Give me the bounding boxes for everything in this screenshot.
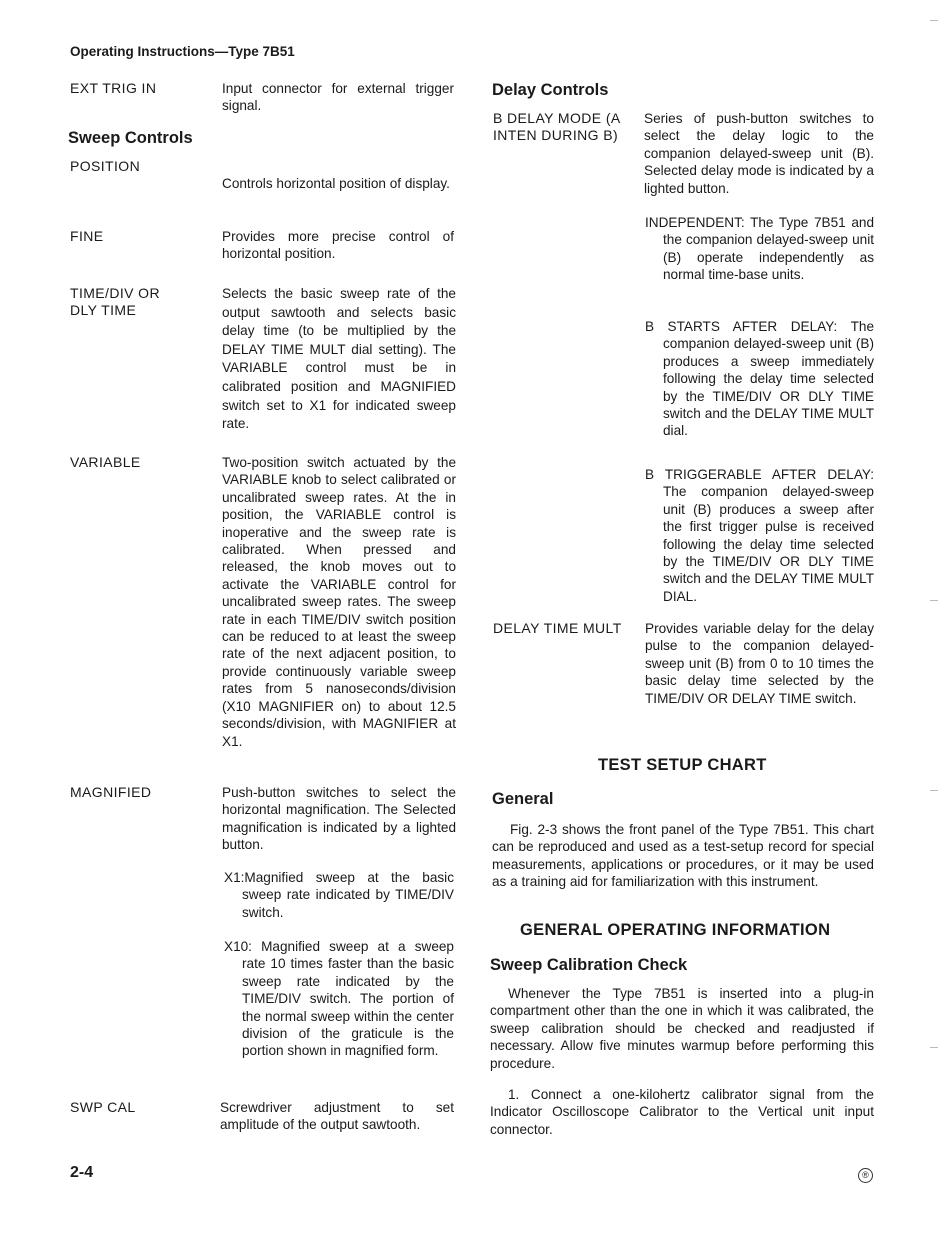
mode-b-triggerable-after-delay: B TRIGGERABLE AFTER DELAY: The companion delayed-sweep unit (B) produces a sweep after the first trigger pulse is received following the delay time selected by the TIME/DIV OR DLY TIME switch and the DELAY TIME MULT DIAL. bbox=[645, 467, 874, 604]
term-ext-trig-in: EXT TRIG IN bbox=[70, 80, 157, 96]
sweep-calibration-paragraph: Whenever the Type 7B51 is inserted into a plug-in compartment other than the one in which it was calibrated, the sweep calibration should be checked and readjusted if necessary. Allow five minutes warmup before performing this procedure. bbox=[490, 986, 874, 1071]
term-swp-cal: SWP CAL bbox=[70, 1099, 136, 1115]
mode-independent: INDEPENDENT: The Type 7B51 and the companion delayed-sweep unit (B) operate independently as normal time-base units. bbox=[645, 215, 874, 283]
term-time-div: TIME/DIV OR DLY TIME bbox=[70, 285, 160, 319]
desc-swp-cal: Screwdriver adjustment to set amplitude of the output sawtooth. bbox=[220, 1100, 454, 1133]
desc-time-div: Selects the basic sweep rate of the output sawtooth and selects basic delay time (to be multiplied by the DELAY TIME MULT dial setting). The VARIABLE control must be in calibrated position and MAGNIFIED switch set to X1 for indicated sweep rate. bbox=[222, 286, 456, 432]
desc-position: Controls horizontal position of display. bbox=[222, 176, 450, 191]
margin-tick bbox=[930, 1047, 938, 1048]
heading-delay-controls: Delay Controls bbox=[492, 81, 609, 99]
term-delay-time-mult: DELAY TIME MULT bbox=[493, 620, 622, 636]
margin-tick bbox=[930, 600, 938, 601]
mode-b-starts-after-delay: B STARTS AFTER DELAY: The companion delayed-sweep unit (B) produces a sweep immediately following the delay time selected by the TIME/DIV OR DLY TIME switch and the DELAY TIME MULT dial. bbox=[645, 319, 874, 439]
desc-fine: Provides more precise control of horizontal position. bbox=[222, 229, 454, 262]
running-header: Operating Instructions—Type 7B51 bbox=[70, 44, 295, 59]
heading-sweep-controls: Sweep Controls bbox=[68, 129, 193, 147]
margin-tick bbox=[930, 790, 938, 791]
desc-delay-time-mult: Provides variable delay for the delay pulse to the companion delayed-sweep unit (B) from 0 to 10 times the basic delay time selected by the TIME/DIV OR DELAY TIME switch. bbox=[645, 621, 874, 706]
term-b-delay-mode: B DELAY MODE (A INTEN DURING B) bbox=[493, 110, 620, 144]
term-magnified: MAGNIFIED bbox=[70, 784, 152, 800]
magnified-x10-item: X10: Magnified sweep at a sweep rate 10 times faster than the basic sweep rate indicated by the TIME/DIV switch. The portion of the normal sweep within the center division of the graticule is the portion shown in magnified form. bbox=[224, 939, 454, 1059]
heading-general-operating-information: GENERAL OPERATING INFORMATION bbox=[520, 921, 831, 939]
page-number: 2-4 bbox=[70, 1164, 94, 1181]
term-fine: FINE bbox=[70, 228, 104, 244]
term-variable: VARIABLE bbox=[70, 454, 141, 470]
desc-variable: Two-position switch actuated by the VARIABLE knob to select calibrated or uncalibrated sweep rates. At the in position, the VARIABLE control is inoperative and the sweep rate is calibrated. When pressed and released, the knob moves out to activate the VARIABLE control for uncalibrated sweep rates. The sweep rate in each TIME/DIV switch position can be reduced to at least the sweep rate of the next adjacent position, to provide continuously variable sweep rates from 5 nanoseconds/division (X10 MAGNIFIER on) to about 12.5 seconds/division, with MAGNIFIER at X1. bbox=[222, 455, 456, 749]
desc-b-delay-mode: Series of push-button switches to select the delay logic to the companion delayed-sweep unit (B). Selected delay mode is indicated by a lighted button. bbox=[644, 111, 874, 196]
heading-general: General bbox=[492, 790, 554, 808]
registered-mark-icon: ® bbox=[858, 1168, 873, 1183]
magnified-x1-item: X1:Magnified sweep at the basic sweep rate indicated by TIME/DIV switch. bbox=[224, 870, 454, 920]
margin-tick bbox=[930, 20, 938, 21]
general-paragraph: Fig. 2-3 shows the front panel of the Type 7B51. This chart can be reproduced and used as a test-setup record for special measurements, applications or procedures, or it may be used as a training aid for familiarization with this instrument. bbox=[492, 822, 874, 890]
term-position: POSITION bbox=[70, 158, 141, 174]
desc-ext-trig-in: Input connector for external trigger signal. bbox=[222, 81, 454, 114]
heading-test-setup-chart: TEST SETUP CHART bbox=[598, 756, 767, 774]
heading-sweep-calibration-check: Sweep Calibration Check bbox=[490, 956, 688, 974]
step-1-paragraph: 1. Connect a one-kilohertz calibrator signal from the Indicator Oscilloscope Calibrator to the Vertical unit input connector. bbox=[490, 1087, 874, 1137]
desc-magnified: Push-button switches to select the horizontal magnification. The Selected magnification is indicated by a lighted button. bbox=[222, 785, 456, 853]
